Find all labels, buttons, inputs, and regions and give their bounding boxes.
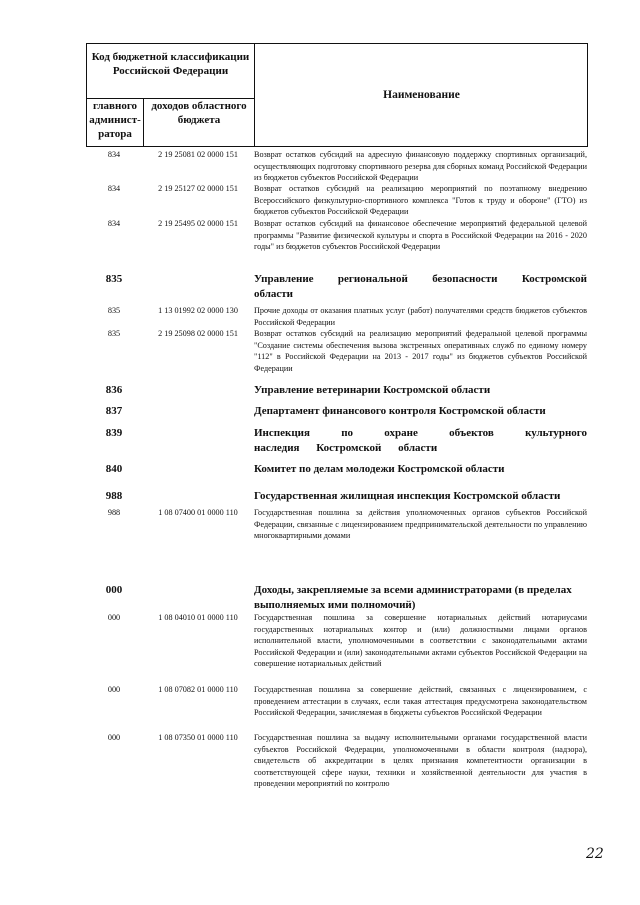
- row-name: Возврат остатков субсидий на адресную финансовую поддержку спортивных организаций, осуществляющих подготовку спортивного резерва для сборных команд Российской Федерации из бюджетов субъектов Российской Федерации: [254, 150, 587, 183]
- admin-code: 000: [107, 733, 121, 742]
- income-code: 1 08 07400 01 0000 110: [158, 508, 238, 517]
- row-name: Государственная пошлина за действия уполномоченных органов субъектов Российской Федерации, связанные с лицензированием предпринимательской деятельности по управлению многоквартирными домами: [254, 508, 587, 541]
- admin-code: 000: [107, 613, 121, 622]
- admin-code: 834: [107, 150, 121, 159]
- admin-code: 839: [105, 427, 123, 439]
- row-name: Прочие доходы от оказания платных услуг (работ) получателями средств бюджетов субъектов Российской Федерации: [254, 306, 587, 327]
- income-code: 2 19 25098 02 0000 151: [158, 329, 238, 338]
- admin-code: 834: [107, 184, 121, 193]
- name-column-header: Наименование: [383, 89, 460, 101]
- row-name: Возврат остатков субсидий на реализацию мероприятий федеральной целевой программы "Создание системы обеспечения вызова экстренных оперативных служб по единому номеру "112" в Российской Федерации на 2013 - 2017 годы" из бюджетов субъектов Российской Федерации: [254, 329, 587, 373]
- admin-code: 000: [107, 685, 121, 694]
- section-title: Государственная жилищная инспекция Костромской области: [254, 490, 561, 502]
- section-title: Управление ветеринарии Костромской области: [254, 384, 491, 396]
- admin-code: 836: [105, 384, 123, 396]
- section-title: Комитет по делам молодежи Костромской области: [254, 463, 505, 475]
- section-title: Департамент финансового контроля Костромской области: [254, 405, 546, 417]
- admin-code: 835: [107, 306, 121, 315]
- admin-code: 835: [107, 329, 121, 338]
- admin-code: 000: [105, 584, 123, 596]
- row-name: Возврат остатков субсидий на финансовое обеспечение мероприятий федеральной целевой программы "Развитие физической культуры и спорта в Российской Федерации на 2016 - 2020 годы" из бюджетов субъектов Российской Федерации: [254, 219, 587, 252]
- admin-code: 840: [105, 463, 123, 475]
- admin-code: 988: [107, 508, 121, 517]
- income-code: 2 19 25495 02 0000 151: [158, 219, 238, 228]
- admin-code: 988: [105, 490, 123, 502]
- income-code: 2 19 25081 02 0000 151: [158, 150, 238, 159]
- row-name: Государственная пошлина за совершение действий, связанных с лицензированием, с проведением аттестации в случаях, если такая аттестация предусмотрена законодательством Российской Федерации, зачисляемая в бюджеты субъектов Российской Федерации: [254, 685, 587, 718]
- table-header: [86, 43, 588, 147]
- admin-code: 835: [105, 273, 123, 285]
- page-number: 22: [586, 846, 604, 862]
- admin-code: 834: [107, 219, 121, 228]
- row-name: Государственная пошлина за совершение нотариальных действий нотариусами государственных нотариальных контор и (или) должностными лицами органов исполнительной власти, уполномоченными в соответствии с законодательными актами Российской Федерации и (или) законодательными актами субъектов Российской Федерации на совершение нотариальных действий: [254, 613, 587, 669]
- section-title: Управление региональной безопасности Костромской области: [254, 273, 587, 300]
- income-code: 1 08 04010 01 0000 110: [158, 613, 238, 622]
- admin-column-header: главного админист-ратора: [89, 100, 141, 140]
- income-code: 1 08 07082 01 0000 110: [158, 685, 238, 694]
- admin-code: 837: [105, 405, 123, 417]
- income-column-header: доходов областного бюджета: [151, 100, 247, 126]
- income-code: 1 13 01992 02 0000 130: [158, 306, 238, 315]
- budget-code-header: Код бюджетной классификации Российской Федерации: [91, 51, 250, 77]
- income-code: 2 19 25127 02 0000 151: [158, 184, 238, 193]
- income-code: 1 08 07350 01 0000 110: [158, 733, 238, 742]
- row-name: Возврат остатков субсидий на реализацию мероприятий по поэтапному внедрению Всероссийского физкультурно-спортивного комплекса "Готов к труду и обороне" (ГТО) из бюджетов субъектов Российской Федерации: [254, 184, 587, 217]
- row-name: Государственная пошлина за выдачу исполнительными органами государственной власти субъектов Российской Федерации, уполномоченными в области контроля (надзора), свидетельств об аккредитации в целях признания компетентности организации в соответствующей сфере науки, техники и хозяйственной деятельности для участия в проведении мероприятий по контролю: [254, 733, 587, 789]
- section-title: Инспекция по охране объектов культурного наследия Костромской области: [254, 427, 587, 454]
- section-title: Доходы, закрепляемые за всеми администраторами (в пределах выполняемых ими полномочий): [254, 584, 572, 611]
